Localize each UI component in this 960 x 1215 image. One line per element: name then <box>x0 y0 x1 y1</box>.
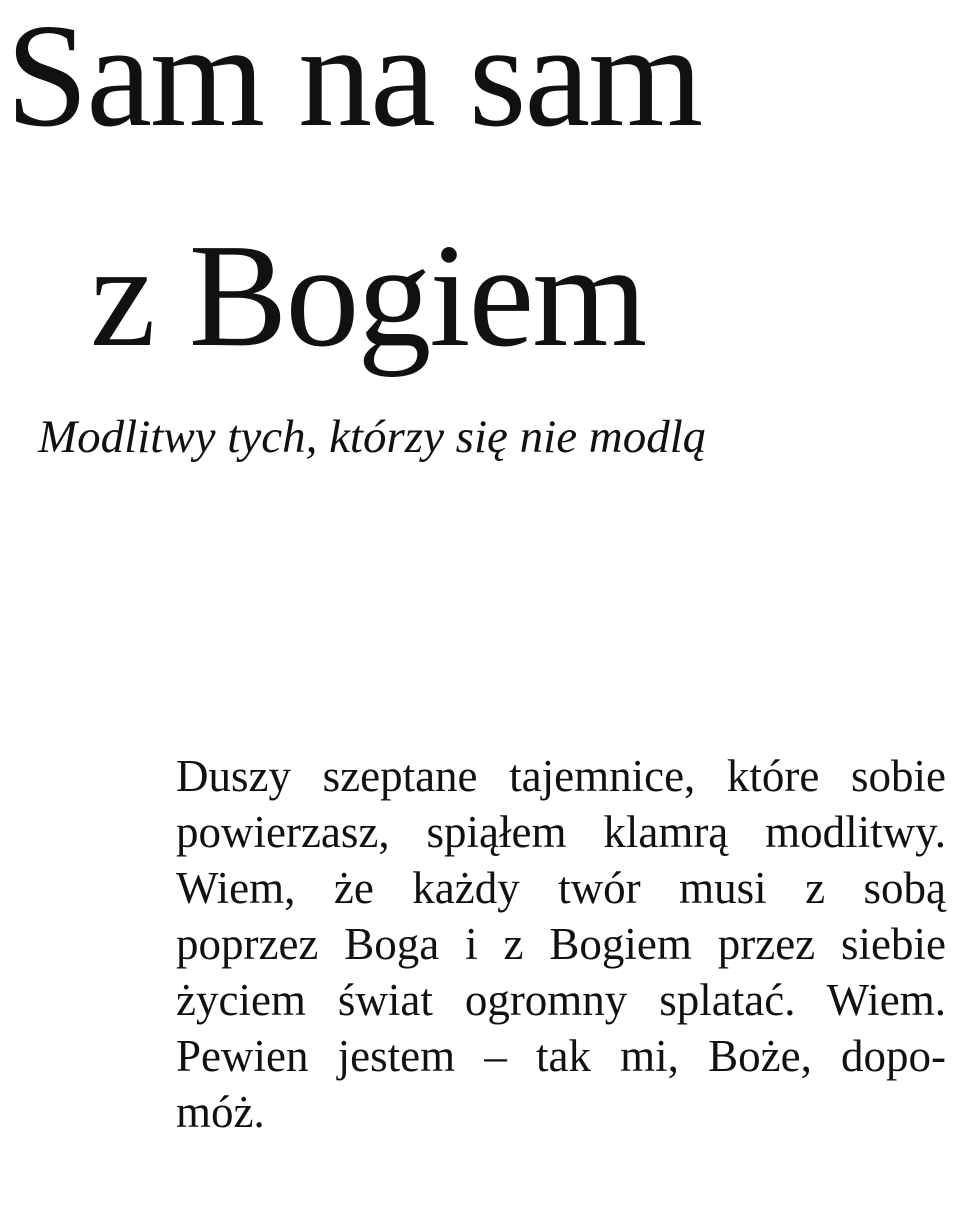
book-title-line-1: Sam na sam <box>6 0 702 158</box>
book-subtitle: Modlitwy tych, którzy się nie modlą <box>38 411 707 463</box>
poem-line: móż. <box>176 1087 265 1137</box>
poem-line: poprzez Boga i z Bogiem przez siebie <box>176 919 946 969</box>
poem-line: życiem świat ogromny splatać. Wiem. <box>176 975 946 1025</box>
book-title-line-2: z Bogiem <box>90 214 646 378</box>
poem-line: Duszy szeptane tajemnice, które sobie <box>176 751 946 801</box>
poem-epigraph <box>176 748 946 1140</box>
poem-line: Pewien jestem – tak mi, Boże, dopo- <box>176 1031 946 1081</box>
poem-line: Wiem, że każdy twór musi z sobą <box>176 863 946 913</box>
poem-line: powierzasz, spiąłem klamrą modlitwy. <box>176 807 946 857</box>
